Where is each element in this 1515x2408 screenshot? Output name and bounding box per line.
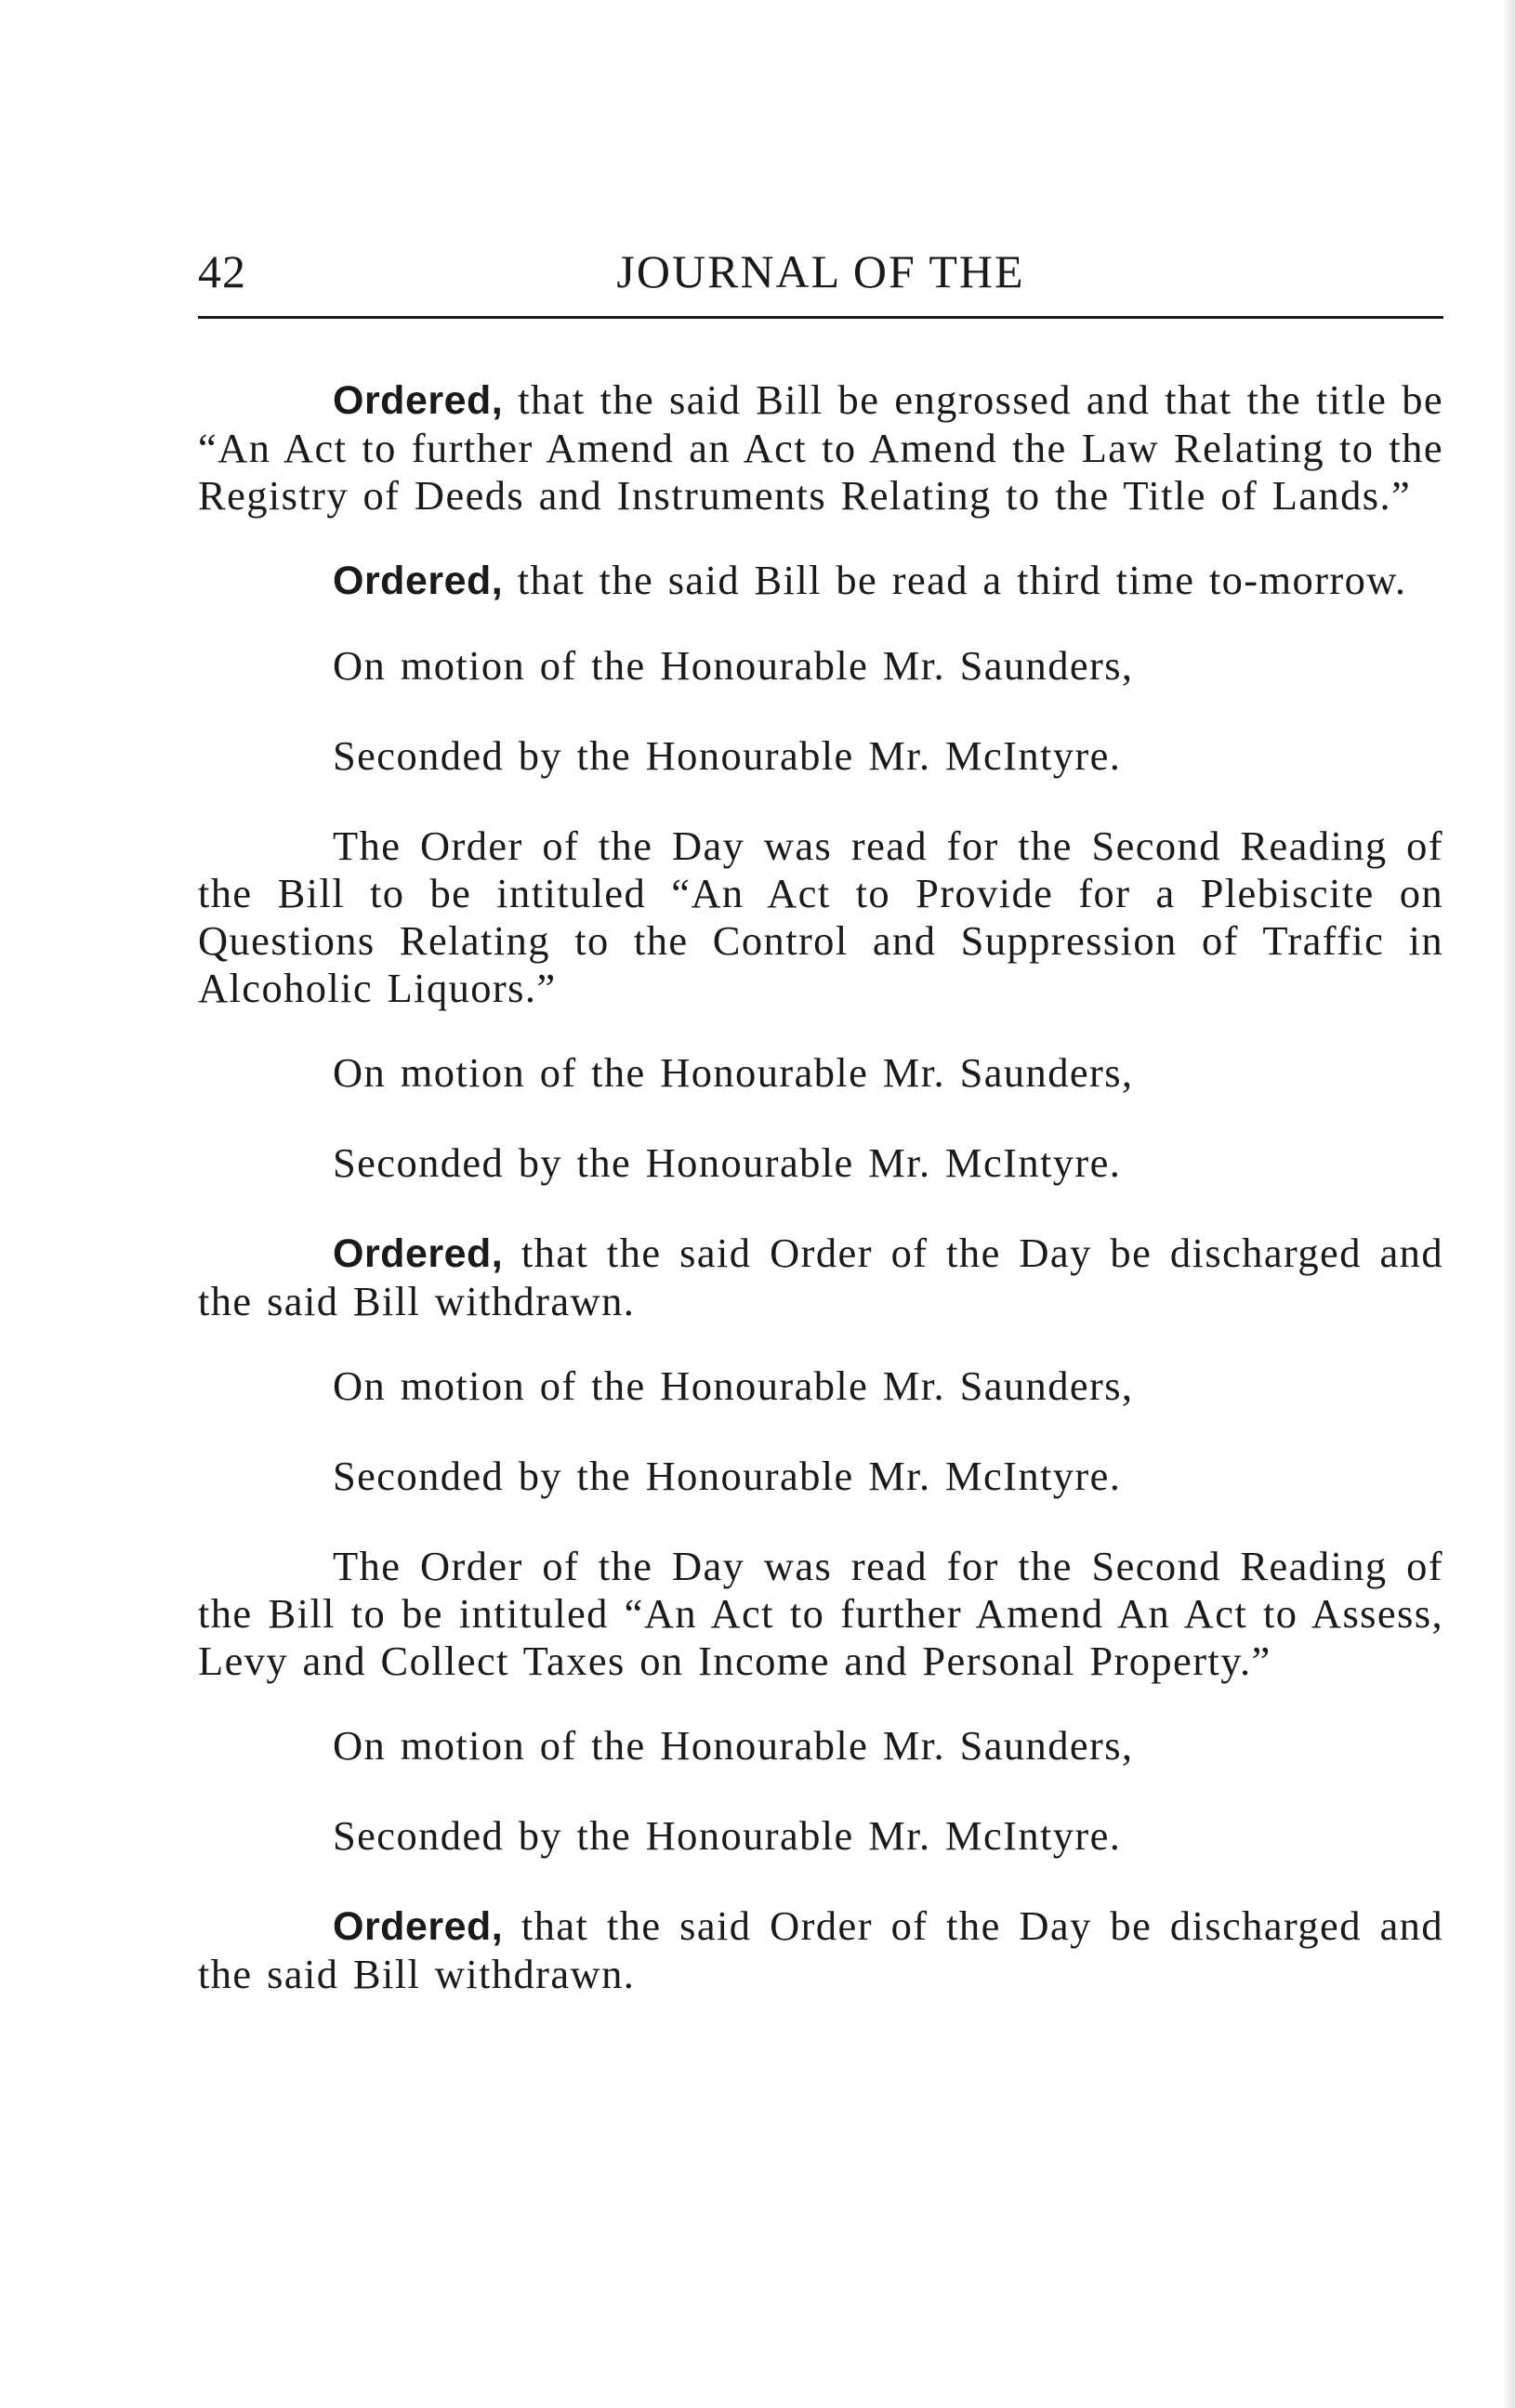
- journal-entry-ordered-discharged: [198, 1230, 1443, 1325]
- entry-text: that the said Bill be engrossed and that the title be “An Act to further Amend an Act to Amend the Law Relating to the Registry of Deeds and Instruments Relating to the Title of Lands.”: [198, 376, 1443, 519]
- ordered-keyword: Ordered,: [333, 378, 504, 423]
- ordered-keyword: Ordered,: [333, 1231, 504, 1276]
- journal-entry-seconded: Seconded by the Honourable Mr. McIntyre.: [333, 1139, 1122, 1186]
- journal-entry-seconded: Seconded by the Honourable Mr. McIntyre.: [333, 1812, 1122, 1859]
- journal-entry-ordered-discharged: [198, 1902, 1443, 1998]
- journal-entry-motion: On motion of the Honourable Mr. Saunders,: [333, 1049, 1134, 1096]
- journal-entry-ordered-engrossed: [198, 376, 1443, 520]
- page-number: 42: [198, 245, 246, 297]
- entry-text: that the said Order of the Day be discharged and the said Bill withdrawn.: [198, 1902, 1443, 1997]
- ordered-keyword: Ordered,: [333, 559, 504, 603]
- journal-entry-motion: On motion of the Honourable Mr. Saunders,: [333, 642, 1134, 689]
- journal-body: [198, 376, 1443, 2035]
- journal-entry-motion: On motion of the Honourable Mr. Saunders,: [333, 1362, 1134, 1409]
- running-head: JOURNAL OF THE: [616, 245, 1025, 297]
- ordered-keyword: Ordered,: [333, 1904, 504, 1949]
- header-rule: [198, 316, 1443, 319]
- page-edge-shadow: [1502, 0, 1515, 2408]
- journal-entry-motion: On motion of the Honourable Mr. Saunders,: [333, 1722, 1134, 1769]
- journal-entry-ordered-third-reading: [198, 557, 1443, 605]
- journal-entry-order-of-day-income-tax: The Order of the Day was read for the Second Reading of the Bill to be intituled “An Act to further Amend An Act to Assess, Levy and Collect Taxes on Income and Personal Property.”: [198, 1543, 1443, 1684]
- journal-entry-seconded: Seconded by the Honourable Mr. McIntyre.: [333, 732, 1122, 779]
- entry-text: that the said Order of the Day be discharged and the said Bill withdrawn.: [198, 1230, 1443, 1324]
- journal-entry-seconded: Seconded by the Honourable Mr. McIntyre.: [333, 1453, 1122, 1499]
- journal-entry-order-of-day-plebiscite: The Order of the Day was read for the Second Reading of the Bill to be intituled “An Act to Provide for a Plebiscite on Questions Relating to the Control and Suppression of Traffic in Alcoholic Liquors.”: [198, 822, 1443, 1011]
- entry-text: that the said Bill be read a third time to-morrow.: [503, 557, 1407, 603]
- page-header: [198, 243, 1443, 309]
